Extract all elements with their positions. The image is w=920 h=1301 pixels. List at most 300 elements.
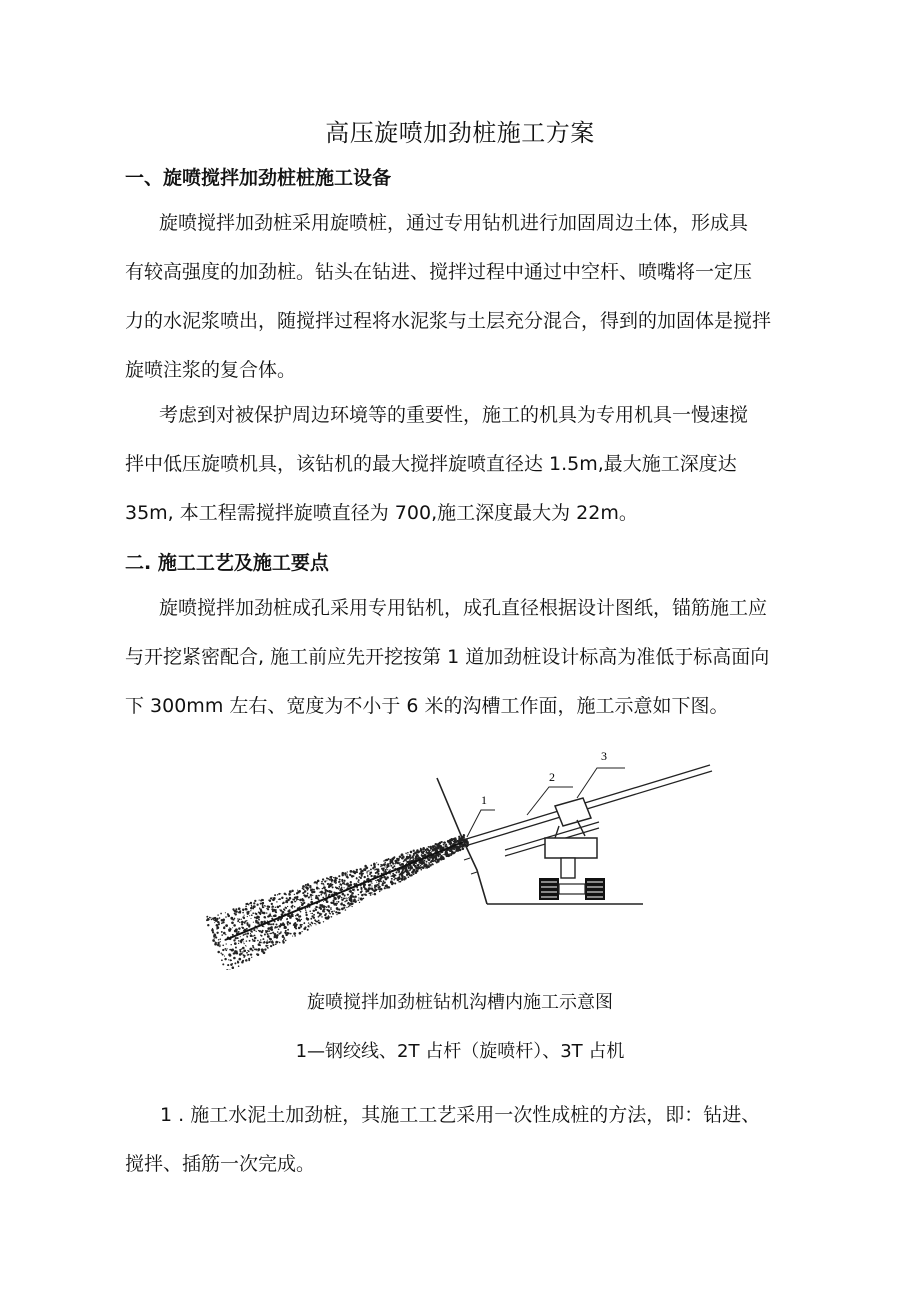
grout-dot	[214, 917, 217, 920]
grout-dot	[339, 889, 341, 891]
grout-dot	[296, 913, 299, 916]
grout-dot	[264, 905, 265, 906]
grout-dot	[278, 933, 280, 935]
grout-dot	[339, 879, 341, 881]
grout-dot	[302, 888, 304, 890]
grout-dot	[319, 913, 321, 915]
grout-dot	[406, 861, 408, 863]
grout-dot	[230, 944, 231, 945]
grout-dot	[242, 947, 245, 950]
grout-dot	[391, 875, 393, 877]
grout-dot	[299, 932, 301, 934]
grout-dot	[274, 894, 276, 896]
grout-dot	[248, 925, 250, 927]
grout-dot	[219, 946, 220, 947]
grout-dot	[402, 875, 404, 877]
grout-dot	[279, 942, 281, 944]
grout-dot	[277, 931, 279, 933]
grout-dot	[392, 881, 393, 882]
grout-dot	[283, 902, 284, 903]
grout-dot	[399, 874, 401, 876]
grout-dot	[206, 916, 208, 918]
grout-dot	[421, 855, 424, 858]
grout-dot	[311, 899, 313, 901]
paragraph-line: 旋喷搅拌加劲桩成孔采用专用钻机，成孔直径根据设计图纸，锚筋施工应	[159, 597, 768, 619]
grout-dot	[350, 890, 352, 892]
grout-dot	[308, 926, 309, 927]
grout-dot	[267, 935, 270, 938]
grout-dot	[286, 897, 288, 899]
grout-dot	[302, 899, 303, 900]
grout-dot	[221, 919, 224, 922]
grout-dot	[312, 913, 313, 914]
grout-dot	[250, 933, 251, 934]
paragraph-line: 旋喷搅拌加劲桩采用旋喷桩，通过专用钻机进行加固周边土体，形成具	[159, 212, 749, 234]
grout-dot	[394, 882, 396, 884]
grout-dot	[385, 884, 388, 887]
grout-dot	[252, 947, 254, 949]
grout-dot	[322, 883, 324, 885]
grout-dot	[331, 911, 333, 913]
grout-dot	[332, 886, 334, 888]
grout-dot	[430, 862, 431, 863]
grout-dot	[261, 899, 263, 901]
grout-dot	[256, 931, 257, 932]
grout-dot	[386, 865, 388, 867]
grout-dot	[305, 884, 307, 886]
grout-dot	[236, 952, 239, 955]
grout-dot	[285, 940, 287, 942]
grout-dot	[292, 936, 293, 937]
grout-dot	[319, 892, 320, 893]
grout-dot	[359, 868, 361, 870]
grout-dot	[237, 960, 239, 962]
document-title: 高压旋喷加劲桩施工方案	[325, 119, 595, 147]
grout-dot	[334, 880, 337, 883]
grout-dot	[277, 934, 279, 936]
grout-dot	[225, 949, 227, 951]
grout-dot	[388, 886, 390, 888]
grout-dot	[233, 957, 236, 960]
grout-dot	[392, 873, 394, 875]
grout-dot	[417, 851, 419, 853]
grout-dot	[207, 924, 209, 926]
grout-dot	[376, 882, 377, 883]
grout-dot	[354, 895, 356, 897]
grout-dot	[266, 912, 267, 913]
grout-dot	[280, 893, 281, 894]
grout-dot	[331, 880, 333, 882]
grout-dot	[338, 901, 340, 903]
grout-dot	[222, 963, 224, 965]
grout-dot	[215, 936, 217, 938]
section-heading-process: 二. 施工工艺及施工要点	[125, 552, 329, 574]
grout-dot	[234, 913, 235, 914]
grout-dot	[299, 906, 300, 907]
grout-dot	[247, 916, 248, 917]
grout-dot	[258, 948, 261, 951]
grout-dot	[251, 957, 252, 958]
grout-dot	[238, 927, 240, 929]
grout-dot	[326, 877, 328, 879]
grout-dot	[292, 899, 294, 901]
grout-dot	[397, 870, 398, 871]
grout-dot	[420, 869, 422, 871]
grout-dot	[404, 858, 406, 860]
grout-dot	[398, 881, 400, 883]
grout-dot	[274, 935, 276, 937]
grout-dot	[291, 890, 293, 892]
grout-dot	[253, 905, 256, 908]
grout-dot	[231, 963, 233, 965]
grout-dot	[283, 939, 284, 940]
grout-dot	[449, 839, 452, 842]
grout-dot	[356, 883, 357, 884]
grout-dot	[404, 871, 405, 872]
grout-dot	[412, 869, 415, 872]
grout-dot	[338, 875, 340, 877]
grout-dot	[239, 918, 241, 920]
grout-dot	[379, 880, 381, 882]
grout-dot	[270, 923, 272, 925]
grout-dot	[214, 941, 215, 942]
grout-dot	[211, 929, 214, 932]
grout-dot	[449, 850, 451, 852]
grout-dot	[254, 935, 255, 936]
grout-dot	[225, 924, 228, 927]
grout-dot	[293, 932, 296, 935]
rig-carriage	[545, 838, 597, 858]
grout-dot	[335, 882, 337, 884]
grout-dot	[246, 909, 247, 910]
grout-dot	[261, 935, 263, 937]
grout-dot	[217, 921, 219, 923]
grout-dot	[407, 852, 409, 854]
grout-dot	[449, 853, 450, 854]
grout-dot	[336, 907, 339, 910]
grout-dot	[328, 906, 330, 908]
grout-dot	[323, 905, 325, 907]
grout-dot	[245, 945, 246, 946]
section-heading-equipment: 一、旋喷搅拌加劲桩桩施工设备	[125, 167, 392, 189]
grout-dot	[313, 917, 315, 919]
grout-dot	[409, 858, 411, 860]
grout-dot	[346, 907, 347, 908]
grout-dot	[390, 873, 391, 874]
grout-dot	[361, 890, 363, 892]
grout-dot	[325, 906, 326, 907]
grout-dot	[315, 923, 316, 924]
grout-dot	[286, 901, 288, 903]
grout-dot	[457, 848, 459, 850]
grout-dot	[447, 850, 448, 851]
grout-dot	[305, 914, 307, 916]
grout-dot	[459, 845, 461, 847]
grout-dot	[284, 893, 286, 895]
grout-dot	[275, 907, 276, 908]
grout-dot	[252, 932, 253, 933]
grout-dot	[344, 905, 346, 907]
grout-dot	[340, 903, 343, 906]
grout-dot	[299, 899, 302, 902]
grout-dot	[220, 938, 221, 939]
grout-dot	[250, 910, 251, 911]
grout-dot	[352, 871, 353, 872]
grout-dot	[370, 875, 372, 877]
grout-dot	[279, 905, 281, 907]
grout-dot	[260, 903, 262, 905]
grout-dot	[455, 850, 457, 852]
grout-dot	[262, 930, 264, 932]
grout-dot	[367, 889, 370, 892]
paragraph-machine-specs	[125, 391, 795, 538]
grout-dot	[332, 884, 334, 886]
grout-dot	[322, 897, 324, 899]
grout-dot	[342, 880, 344, 882]
grout-dot	[232, 966, 235, 969]
grout-dot	[410, 851, 413, 854]
grout-dot	[241, 939, 243, 941]
grout-dot	[216, 926, 219, 929]
grout-dot	[271, 906, 273, 908]
grout-dot	[261, 912, 263, 914]
grout-dot	[458, 837, 459, 838]
track-axle	[559, 884, 585, 894]
grout-dot	[428, 865, 429, 866]
grout-dot	[329, 876, 332, 879]
grout-dot	[216, 932, 218, 934]
grout-dot	[343, 880, 345, 882]
grout-dot	[284, 910, 285, 911]
grout-dot	[252, 949, 254, 951]
grout-dot	[271, 941, 274, 944]
grout-dot	[329, 912, 331, 914]
grout-dot	[360, 888, 362, 890]
grout-dot	[341, 897, 343, 899]
grout-dot	[336, 901, 337, 902]
grout-dot	[338, 888, 339, 889]
grout-dot	[291, 901, 294, 904]
grout-dot	[331, 916, 333, 918]
paragraph-line: 搅拌、插筋一次完成。	[125, 1153, 316, 1175]
grout-dot	[268, 941, 270, 943]
grout-dot	[246, 952, 248, 954]
grout-dot	[395, 863, 396, 864]
grout-dot	[282, 935, 284, 937]
grout-dot	[348, 904, 350, 906]
grout-dot	[364, 868, 367, 871]
grout-dot	[387, 869, 388, 870]
grout-dot	[294, 894, 295, 895]
grout-dot	[359, 873, 361, 875]
grout-dot	[297, 890, 298, 891]
grout-dot	[266, 908, 267, 909]
grout-dot	[405, 869, 407, 871]
grout-dot	[267, 933, 269, 935]
grout-dot	[295, 927, 297, 929]
grout-dot	[350, 881, 352, 883]
grout-dot	[408, 876, 410, 878]
grout-dot	[254, 948, 256, 950]
grout-dot	[310, 889, 313, 892]
grout-dot	[218, 923, 220, 925]
paragraph-line: 有较高强度的加劲桩。钻头在钻进、搅拌过程中通过中空杆、喷嘴将一定压	[125, 261, 753, 283]
grout-dot	[276, 924, 278, 926]
grout-dot	[358, 900, 359, 901]
grout-dot	[267, 947, 269, 949]
grout-dot	[439, 847, 442, 850]
grout-dot	[345, 909, 347, 911]
grout-dot	[364, 865, 367, 868]
grout-dot	[305, 911, 307, 913]
grout-dot	[462, 844, 464, 846]
grout-dot	[287, 906, 288, 907]
grout-dot	[378, 883, 379, 884]
grout-dot	[233, 939, 235, 941]
grout-dot	[261, 948, 264, 951]
grout-dot	[314, 910, 316, 912]
grout-dot	[270, 913, 271, 914]
grout-dot	[393, 865, 395, 867]
grout-dot	[443, 854, 444, 855]
grout-dot	[371, 883, 372, 884]
grout-dot	[381, 868, 383, 870]
grout-dot	[246, 936, 248, 938]
grout-dot	[305, 910, 306, 911]
grout-dot	[376, 884, 378, 886]
grout-dot	[278, 893, 280, 895]
paragraph-line: 力的水泥浆喷出，随搅拌过程将水泥浆与土层充分混合，得到的加固体是搅拌	[125, 310, 772, 332]
grout-dot	[346, 900, 348, 902]
grout-dot	[287, 929, 289, 931]
grout-dot	[454, 840, 457, 843]
grout-dot	[294, 906, 296, 908]
grout-dot	[298, 916, 300, 918]
grout-dot	[330, 891, 332, 893]
grout-dot	[374, 887, 376, 889]
grout-dot	[265, 930, 267, 932]
rig-post	[561, 858, 575, 878]
grout-dot	[370, 884, 371, 885]
grout-dot	[239, 910, 241, 912]
grout-dot	[443, 842, 444, 843]
grout-dot	[315, 924, 316, 925]
leader-line-1	[467, 810, 495, 837]
grout-dot	[352, 903, 354, 905]
grout-dot	[309, 910, 311, 912]
grout-dot	[316, 887, 318, 889]
grout-dot	[380, 866, 381, 867]
grout-dot	[407, 872, 409, 874]
grout-dot	[269, 938, 272, 941]
grout-dot	[368, 892, 370, 894]
grout-dot	[292, 905, 294, 907]
grout-dot	[352, 889, 354, 891]
grout-dot	[325, 895, 327, 897]
grout-dot	[397, 877, 400, 880]
grout-dot	[310, 894, 312, 896]
grout-dot	[247, 932, 249, 934]
grout-dot	[238, 940, 239, 941]
grout-dot	[287, 921, 290, 924]
grout-dot	[390, 862, 391, 863]
grout-dot	[210, 917, 211, 918]
grout-dot	[221, 959, 223, 961]
grout-dot	[399, 864, 401, 866]
grout-dot	[260, 939, 261, 940]
grout-dot	[333, 897, 336, 900]
grout-dot	[448, 855, 450, 857]
grout-dot	[223, 927, 225, 929]
grout-dot	[289, 922, 291, 924]
grout-dot	[394, 878, 396, 880]
grout-dot	[211, 919, 212, 920]
grout-dot	[262, 902, 265, 905]
grout-dot	[298, 927, 301, 930]
grout-dot	[358, 894, 359, 895]
grout-dot	[339, 883, 341, 885]
grout-dot	[409, 859, 410, 860]
grout-dot	[349, 884, 350, 885]
grout-dot	[429, 864, 431, 866]
grout-dot	[401, 853, 404, 856]
grout-dot	[341, 902, 342, 903]
grout-dot	[250, 918, 251, 919]
grout-dot	[353, 883, 355, 885]
grout-dot	[238, 958, 241, 961]
grout-dot	[328, 894, 330, 896]
grout-dot	[411, 857, 412, 858]
grout-dot	[428, 858, 431, 861]
grout-dot	[361, 894, 363, 896]
grout-dot	[307, 887, 309, 889]
grout-dot	[286, 918, 288, 920]
list-item-1-continued	[125, 1140, 795, 1189]
grout-dot	[266, 941, 269, 944]
grout-dot	[253, 940, 256, 943]
grout-dot	[320, 908, 322, 910]
grout-dot	[226, 948, 227, 949]
grout-dot	[323, 886, 326, 889]
grout-dot	[346, 898, 347, 899]
grout-dot	[416, 867, 419, 870]
grout-dot	[351, 894, 353, 896]
grout-dot	[252, 935, 254, 937]
grout-dot	[310, 901, 312, 903]
grout-dot	[274, 933, 277, 936]
grout-dot	[243, 934, 245, 936]
grout-dot	[384, 881, 386, 883]
grout-dot	[275, 941, 278, 944]
grout-dot	[252, 912, 254, 914]
grout-dot	[365, 888, 366, 889]
grout-dot	[425, 849, 427, 851]
grout-dot	[259, 907, 260, 908]
grout-dot	[417, 864, 418, 865]
grout-dot	[238, 920, 240, 922]
paragraph-line: 1 . 施工水泥土加劲桩，其施工工艺采用一次性成桩的方法，即：钻进、	[160, 1104, 761, 1126]
grout-dot	[279, 909, 280, 910]
grout-dot	[338, 897, 340, 899]
grout-dot	[344, 874, 346, 876]
grout-dot	[217, 914, 218, 915]
grout-dot	[314, 923, 315, 924]
grout-dot	[250, 934, 253, 937]
grout-dot	[324, 880, 326, 882]
grout-dot	[215, 919, 218, 922]
grout-dot	[271, 916, 272, 917]
grout-dot	[242, 912, 244, 914]
